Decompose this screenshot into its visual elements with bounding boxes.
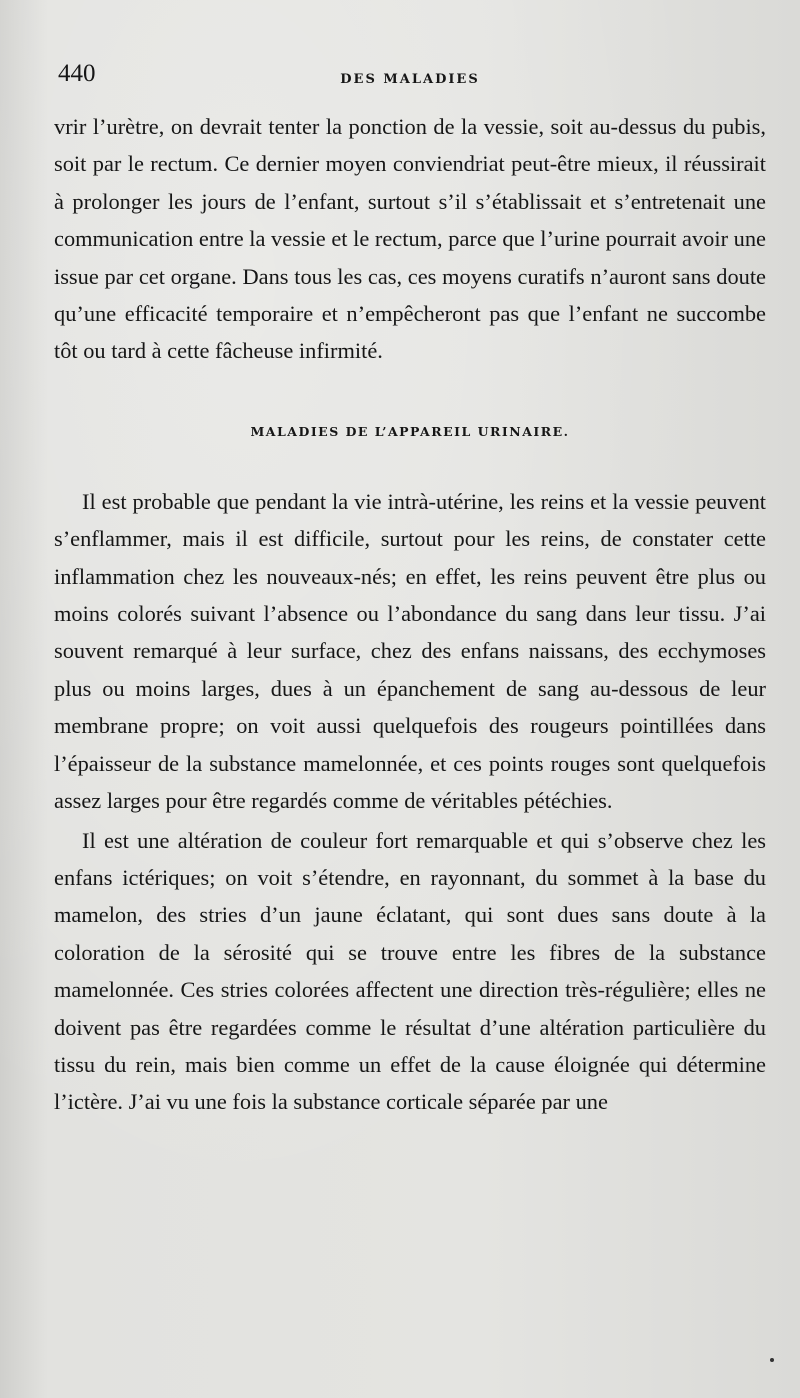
print-speck <box>770 1358 774 1362</box>
body-paragraph-2: Il est une altération de couleur fort remarquable et qui s’observe chez les enfans ictériques; on voit s’étendre, en rayonnant, du sommet à la base du mamelon, des stries d’un jaune éclatant, qui sont dues sans doute à la coloration de la sérosité qui se trouve entre les fibres de la substance mamelonnée. Ces stries colorées affectent une direction très-régulière; elles ne doivent pas être regardées comme le résultat d’une altération particulière du tissu du rein, mais bien comme un effet de la cause éloignée qui détermine l’ictère. J’ai vu une fois la substance corticale séparée par une <box>54 827 766 1115</box>
continuation-paragraph: vrir l’urètre, on devrait tenter la ponction de la vessie, soit au-dessus du pubis, soit par le rectum. Ce dernier moyen conviendriat peut-être mieux, il réussirait à prolonger les jours de l’enfant, surtout s’il s’établissait et s’entretenait une communication entre la vessie et le rectum, parce que l’urine pourrait avoir une issue par cet organe. Dans tous les cas, ces moyens curatifs n’auront sans doute qu’une efficacité temporaire et n’empêcheront pas que l’enfant ne succombe tôt ou tard à cette fâcheuse infirmité. <box>54 114 766 364</box>
section-heading: MALADIES DE L’APPAREIL URINAIRE. <box>250 423 570 439</box>
body-paragraph-1: Il est probable que pendant la vie intrà-utérine, les reins et la vessie peuvent s’enflammer, mais il est difficile, surtout pour les reins, de constater cette inflammation chez les nouveaux-nés; en effet, les reins peuvent être plus ou moins colorés suivant l’absence ou l’abondance du sang dans leur tissu. J’ai souvent remarqué à leur surface, chez des enfans naissans, des ecchymoses plus ou moins larges, dues à un épanchement de sang au-dessous de leur membrane propre; on voit aussi quelquefois des rougeurs pointillées dans l’épaisseur de la substance mamelonnée, et ces points rouges sont quelquefois assez larges pour être regardés comme de véritables pétéchies. <box>54 488 766 814</box>
page-number: 440 <box>58 60 96 87</box>
running-head <box>54 0 766 108</box>
running-head-title: DES MALADIES <box>340 72 480 87</box>
